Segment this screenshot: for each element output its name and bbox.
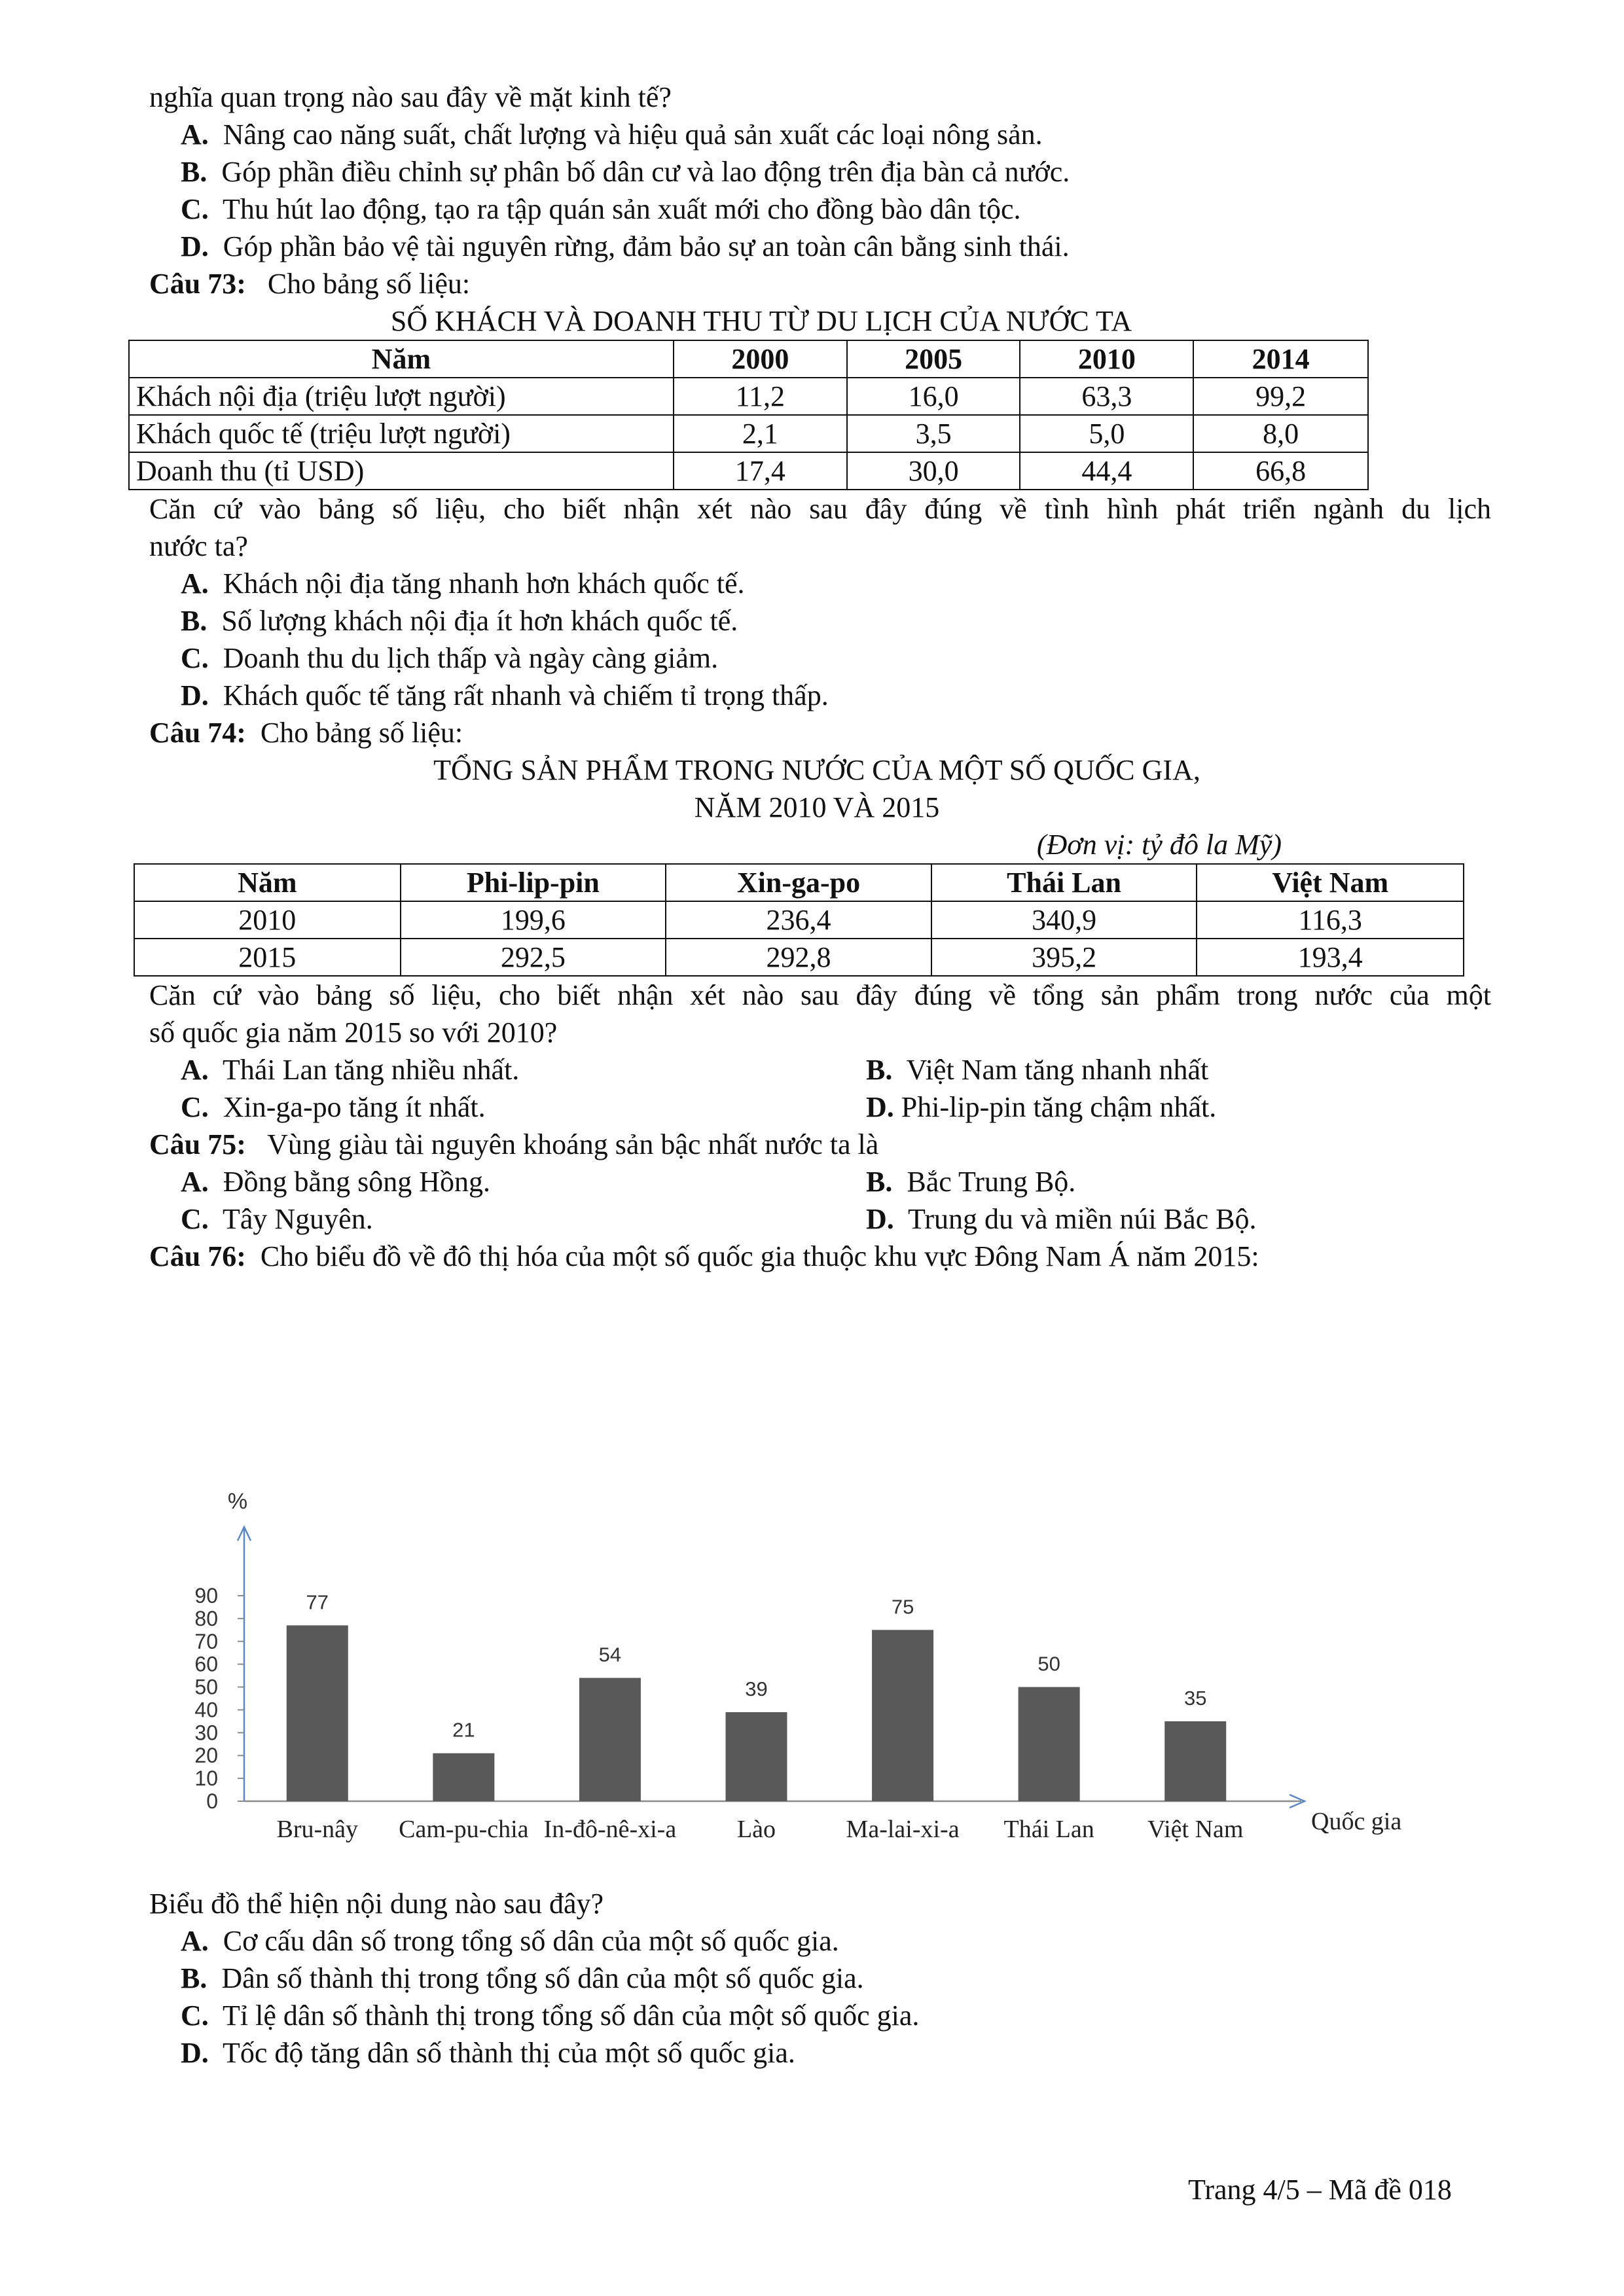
table-row — [129, 415, 1368, 452]
table-cell: 3,5 — [847, 415, 1020, 452]
y-tick-label: 40 — [194, 1698, 218, 1722]
chart-bar — [1019, 1687, 1080, 1801]
y-tick-label: 60 — [194, 1652, 218, 1676]
q75-heading — [149, 1126, 1491, 1163]
table-cell: 2010 — [134, 901, 401, 939]
y-axis-label: % — [227, 1489, 248, 1514]
q74-header-cell: Việt Nam — [1197, 864, 1464, 901]
table-cell: 292,8 — [666, 939, 931, 976]
table-cell: 66,8 — [1193, 452, 1368, 490]
x-category-label: Thái Lan — [1003, 1816, 1094, 1843]
table-cell: 63,3 — [1020, 378, 1193, 415]
q75-options-row2 — [149, 1200, 1491, 1238]
q73-row-label: Doanh thu (tỉ USD) — [129, 452, 674, 490]
q76-option-c[interactable]: C. Tỉ lệ dân số thành thị trong tổng số dân của một số quốc gia. — [181, 2000, 920, 2032]
y-tick-label: 80 — [194, 1606, 218, 1630]
q73-option-d[interactable]: D. Khách quốc tế tăng rất nhanh và chiếm tỉ trọng thấp. — [181, 679, 829, 711]
chart-bar — [726, 1712, 787, 1801]
q74-header-cell: Xin-ga-po — [666, 864, 931, 901]
q74-title-line2: NĂM 2010 VÀ 2015 — [694, 791, 940, 823]
page-content — [136, 79, 1491, 2072]
q75-label: Câu 75: — [149, 1128, 246, 1160]
table-cell: 193,4 — [1197, 939, 1464, 976]
bar-value-label: 50 — [1038, 1652, 1060, 1676]
y-tick-label: 70 — [194, 1629, 218, 1653]
q74-option-d[interactable]: D. Phi-lip-pin tăng chậm nhất. — [866, 1091, 1217, 1123]
x-category-label: In-đô-nê-xi-a — [543, 1816, 677, 1843]
q76-prompt: Cho biểu đồ về đô thị hóa của một số quốc gia thuộc khu vực Đông Nam Á năm 2015: — [260, 1240, 1259, 1272]
q73-heading — [149, 265, 1491, 302]
q76-heading — [149, 1238, 1491, 1275]
table-cell: 2,1 — [674, 415, 847, 452]
q73-prompt: Cho bảng số liệu: — [267, 268, 471, 300]
x-category-label: Ma-lai-xi-a — [846, 1816, 960, 1843]
q75-prompt: Vùng giàu tài nguyên khoáng sản bậc nhất nước ta là — [267, 1128, 879, 1160]
chart-bar — [287, 1625, 348, 1801]
q76-option-b[interactable]: B. Dân số thành thị trong tổng số dân của một số quốc gia. — [181, 1962, 864, 1994]
q74-header-cell: Năm — [134, 864, 401, 901]
table-cell: 116,3 — [1197, 901, 1464, 939]
q73-option-a[interactable]: A. Khách nội địa tăng nhanh hơn khách quốc tế. — [181, 567, 745, 600]
x-category-label: Lào — [736, 1816, 776, 1843]
q73-question-line2: nước ta? — [149, 530, 248, 562]
table-cell: 199,6 — [401, 901, 666, 939]
bar-value-label: 21 — [452, 1718, 475, 1742]
q73-row-label: Khách quốc tế (triệu lượt người) — [129, 415, 674, 452]
table-cell: 99,2 — [1193, 378, 1368, 415]
bar-value-label: 35 — [1183, 1686, 1207, 1710]
q74-header-cell: Phi-lip-pin — [401, 864, 666, 901]
x-category-label: Việt Nam — [1147, 1816, 1244, 1843]
chart-svg — [130, 1276, 1465, 1885]
y-tick-label: 0 — [206, 1789, 218, 1813]
q73-header-cell: 2005 — [847, 340, 1020, 378]
q73-header-cell: 2014 — [1193, 340, 1368, 378]
q75-option-a[interactable]: A. Đồng bằng sông Hồng. — [181, 1166, 490, 1198]
x-category-label: Bru-nây — [276, 1816, 359, 1843]
table-cell: 236,4 — [666, 901, 931, 939]
q74-heading — [149, 714, 1491, 751]
q74-options-row1 — [149, 1051, 1491, 1088]
table-cell: 16,0 — [847, 378, 1020, 415]
table-cell: 17,4 — [674, 452, 847, 490]
table-cell: 11,2 — [674, 378, 847, 415]
q76-question: Biểu đồ thể hiện nội dung nào sau đây? — [149, 1888, 604, 1920]
bar-value-label: 75 — [891, 1595, 914, 1619]
q74-option-b[interactable]: B. Việt Nam tăng nhanh nhất — [866, 1054, 1209, 1086]
q72-intro-line: nghĩa quan trọng nào sau đây về mặt kinh tế? — [149, 81, 672, 113]
chart-bar — [1164, 1721, 1226, 1801]
q74-question-line2: số quốc gia năm 2015 so với 2010? — [149, 1016, 558, 1049]
q72-option-c[interactable]: C. Thu hút lao động, tạo ra tập quán sản xuất mới cho đồng bào dân tộc. — [181, 193, 1021, 225]
chart-bar — [579, 1678, 641, 1801]
y-tick-label: 50 — [194, 1675, 218, 1699]
table-cell: 8,0 — [1193, 415, 1368, 452]
q73-table-title: SỐ KHÁCH VÀ DOANH THU TỪ DU LỊCH CỦA NƯỚC TA — [390, 305, 1132, 337]
q73-question-line1: Căn cứ vào bảng số liệu, cho biết nhận xét nào sau đây đúng về tình hình phát triển ngành du lịch — [149, 493, 1491, 525]
q73-table-header — [129, 340, 1368, 378]
table-row — [134, 901, 1464, 939]
table-cell: 395,2 — [931, 939, 1197, 976]
q73-option-c[interactable]: C. Doanh thu du lịch thấp và ngày càng giảm. — [181, 642, 719, 674]
chart-bar — [433, 1753, 494, 1801]
table-row — [134, 939, 1464, 976]
q73-table — [128, 340, 1369, 490]
page-footer: Trang 4/5 – Mã đề 018 — [1188, 2174, 1452, 2206]
q72-option-b[interactable]: B. Góp phần điều chỉnh sự phân bố dân cư và lao động trên địa bàn cả nước. — [181, 156, 1070, 188]
q73-row-label: Khách nội địa (triệu lượt người) — [129, 378, 674, 415]
q74-question-line1: Căn cứ vào bảng số liệu, cho biết nhận xét nào sau đây đúng về tổng sản phẩm trong nước của một — [149, 979, 1491, 1011]
y-tick-label: 10 — [194, 1767, 218, 1791]
table-cell: 44,4 — [1020, 452, 1193, 490]
x-axis-label: Quốc gia — [1311, 1808, 1402, 1835]
q73-label: Câu 73: — [149, 268, 246, 300]
q74-header-cell: Thái Lan — [931, 864, 1197, 901]
bar-value-label: 77 — [306, 1590, 329, 1614]
bar-value-label: 54 — [598, 1643, 622, 1666]
q75-options-row1 — [149, 1163, 1491, 1200]
bar-value-label: 39 — [745, 1677, 768, 1700]
table-cell: 292,5 — [401, 939, 666, 976]
q73-option-b[interactable]: B. Số lượng khách nội địa ít hơn khách quốc tế. — [181, 605, 738, 637]
q75-option-c[interactable]: C. Tây Nguyên. — [181, 1203, 373, 1235]
x-category-label: Cam-pu-chia — [399, 1816, 529, 1843]
q74-table — [134, 863, 1464, 977]
q75-option-b[interactable]: B. Bắc Trung Bộ. — [866, 1166, 1076, 1198]
table-row — [129, 378, 1368, 415]
y-tick-label: 20 — [194, 1744, 218, 1768]
table-cell: 2015 — [134, 939, 401, 976]
q76-label: Câu 76: — [149, 1240, 246, 1272]
q74-prompt: Cho bảng số liệu: — [260, 717, 463, 749]
q73-header-cell: 2010 — [1020, 340, 1193, 378]
q74-title-line1: TỔNG SẢN PHẨM TRONG NƯỚC CỦA MỘT SỐ QUỐC GIA, — [433, 754, 1200, 786]
q74-label: Câu 74: — [149, 717, 246, 749]
q75-option-d[interactable]: D. Trung du và miền núi Bắc Bộ. — [866, 1203, 1257, 1235]
q73-header-cell: 2000 — [674, 340, 847, 378]
q72-option-a[interactable]: A. Nâng cao năng suất, chất lượng và hiệu quả sản xuất các loại nông sản. — [181, 118, 1043, 151]
table-cell: 340,9 — [931, 901, 1197, 939]
table-cell: 5,0 — [1020, 415, 1193, 452]
q74-unit: (Đơn vị: tỷ đô la Mỹ) — [1036, 829, 1282, 861]
q73-header-cell: Năm — [129, 340, 674, 378]
y-tick-label: 30 — [194, 1721, 218, 1745]
q76-option-d[interactable]: D. Tốc độ tăng dân số thành thị của một số quốc gia. — [181, 2037, 795, 2069]
q74-option-a[interactable]: A. Thái Lan tăng nhiều nhất. — [181, 1054, 520, 1086]
q74-option-c[interactable]: C. Xin-ga-po tăng ít nhất. — [181, 1091, 486, 1123]
q74-table-header — [134, 864, 1464, 901]
urbanization-bar-chart — [130, 1276, 1465, 1885]
table-cell: 30,0 — [847, 452, 1020, 490]
table-row — [129, 452, 1368, 490]
q74-options-row2 — [149, 1088, 1491, 1126]
q72-option-d[interactable]: D. Góp phần bảo vệ tài nguyên rừng, đảm bảo sự an toàn cân bằng sinh thái. — [181, 230, 1070, 262]
chart-bar — [872, 1630, 933, 1801]
y-tick-label: 90 — [194, 1584, 218, 1607]
q76-option-a[interactable]: A. Cơ cấu dân số trong tổng số dân của một số quốc gia. — [181, 1925, 839, 1957]
